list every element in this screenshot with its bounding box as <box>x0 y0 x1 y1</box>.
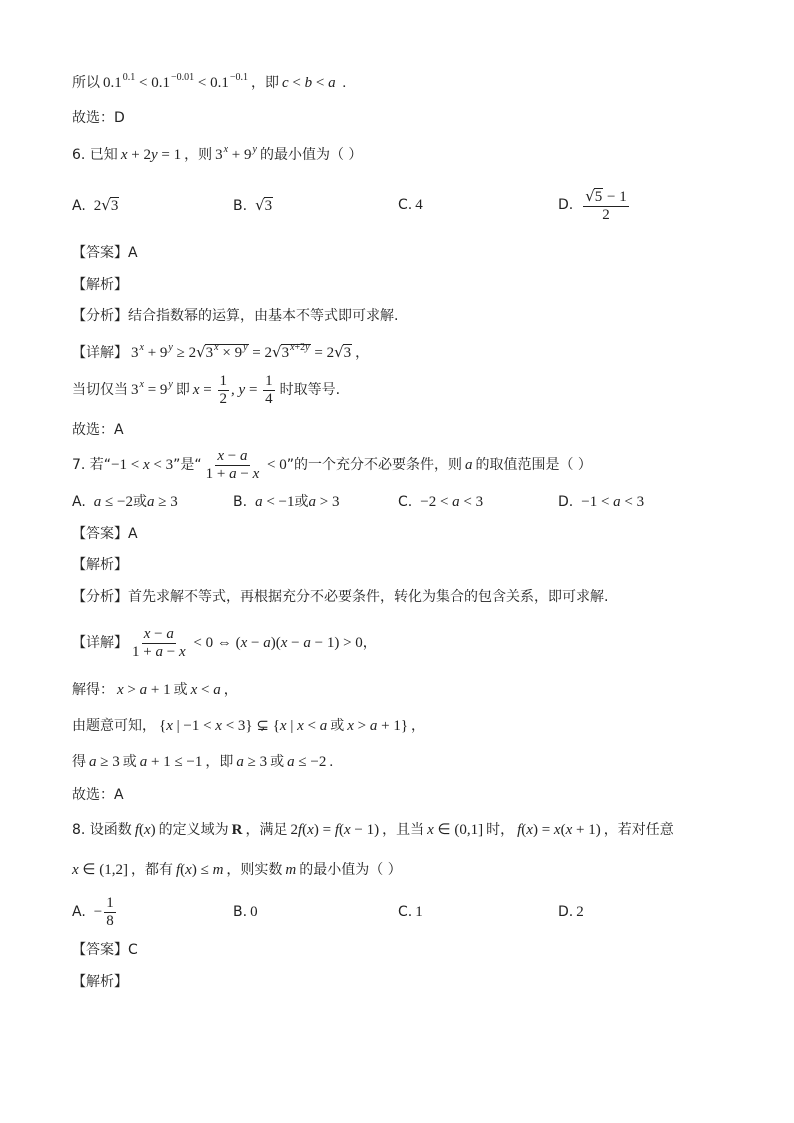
text-segment: ， <box>362 635 377 651</box>
math-exponent: y <box>168 379 173 390</box>
q6-detail <box>72 342 369 362</box>
text-segment: 或 <box>294 494 309 510</box>
q6-answer: 【答案】A <box>72 245 138 261</box>
math-exponent: y <box>252 144 257 155</box>
text-segment: 的最小值为（ ） <box>299 862 402 878</box>
math-exponent: x <box>139 342 144 353</box>
q6-analysis-heading: 【解析】 <box>72 277 128 293</box>
math-expression: f(x) ≤ m <box>175 862 224 878</box>
fraction <box>263 374 275 407</box>
math-base: + 9 <box>143 345 168 361</box>
q7-choice: 故选：A <box>72 787 124 803</box>
fraction <box>130 627 188 660</box>
option-label: B. <box>233 198 248 214</box>
q6-stem <box>72 145 362 165</box>
math-expression: −1 < a < 3 <box>581 494 645 510</box>
math-base: 3 <box>131 345 139 361</box>
sqrt-expression <box>272 342 311 361</box>
option-label: A. <box>72 494 86 510</box>
fraction <box>204 449 262 482</box>
q6-option-a <box>72 195 119 216</box>
q8-option-b <box>233 902 258 922</box>
q5-conclusion-line <box>72 73 346 93</box>
text-segment: 或 <box>122 754 137 770</box>
sqrt-expression <box>255 198 273 214</box>
q7-options <box>72 492 772 512</box>
q7-option-c <box>398 492 483 512</box>
math-expression: c < b < a <box>281 75 336 91</box>
fraction-denominator: 4 <box>265 390 273 407</box>
q7-detail <box>72 625 377 660</box>
q6-option-d <box>558 186 631 223</box>
math-exponent: x <box>223 144 229 155</box>
text-segment: 【详解】 <box>72 635 128 651</box>
math-expression: a ≤ −2 <box>287 754 327 770</box>
fraction-numerator: x − a <box>217 447 248 464</box>
math-expression: a ≥ 3 <box>146 494 178 510</box>
fraction <box>104 896 116 929</box>
math-base: + 9 <box>228 147 252 163</box>
math-expression: x + 2y = 1 <box>120 147 182 163</box>
radicand <box>205 344 249 361</box>
math-expression: x ∈ (1,2] <box>72 862 128 878</box>
math-sign: − <box>93 904 103 920</box>
text-segment: ，且当 <box>382 822 425 838</box>
fraction-numerator: 1 <box>265 372 273 389</box>
option-label: A. <box>72 198 86 214</box>
math-base: < 0.1 <box>135 75 170 91</box>
math-base: 3 <box>205 345 214 361</box>
math-base: × 9 <box>218 345 243 361</box>
math-expression: a ≥ 3 <box>89 754 120 770</box>
q7-subset-relation <box>72 716 425 736</box>
math-exponent: y <box>243 342 248 353</box>
text-segment: 7. 若“ <box>72 457 112 473</box>
math-base: 3 <box>215 147 223 163</box>
math-punctuation: . <box>329 754 334 770</box>
sqrt-expression <box>196 342 248 361</box>
text-segment: 或 <box>270 754 285 770</box>
option-value: 0 <box>250 904 258 920</box>
math-base: < 0.1 <box>194 75 229 91</box>
q6-equality-condition <box>72 372 341 407</box>
fraction-denominator: 8 <box>106 912 114 929</box>
math-expression: −2 < a < 3 <box>420 494 484 510</box>
option-label: B. <box>233 904 248 920</box>
fraction-numerator: 1 <box>106 894 114 911</box>
fraction-numerator: 1 <box>219 372 228 389</box>
text-segment: ， <box>411 718 426 734</box>
math-expression: ≥ 2 <box>172 345 197 361</box>
math-expression: a < −1 <box>255 494 295 510</box>
q7-answer: 【答案】A <box>72 526 138 542</box>
fraction-numerator: x − a <box>143 625 174 642</box>
math-coefficient: 2 <box>93 198 102 214</box>
text-segment: 或 <box>173 682 188 698</box>
math-expression: 2f(x) = f(x − 1) <box>290 822 380 838</box>
math-expression: x > a + 1} <box>347 718 409 734</box>
radicand: 3 <box>110 198 119 214</box>
math-expression: = 2 <box>310 345 335 361</box>
q6-choice: 故选：A <box>72 422 124 438</box>
q6-options <box>72 186 772 223</box>
math-expression: < 0 ⇔ (x − a)(x − a − 1) > 0 <box>189 635 363 651</box>
radicand: 5 <box>594 188 603 205</box>
q6-option-b <box>233 195 273 216</box>
math-base: 0.1 <box>103 75 122 91</box>
option-label: D. <box>558 197 574 213</box>
q8-analysis-heading: 【解析】 <box>72 974 128 990</box>
math-base: 3 <box>281 345 290 361</box>
text-segment: 8. 设函数 <box>72 822 132 838</box>
q6-analysis: 【分析】结合指数幂的运算，由基本不等式即可求解. <box>72 308 399 324</box>
q7-stem <box>72 447 592 482</box>
text-segment: 的最小值为（ ） <box>259 147 363 163</box>
q8-answer: 【答案】C <box>72 942 138 958</box>
math-expression: a ≤ −2 <box>93 494 133 510</box>
text-segment: 的取值范围是（ ） <box>475 457 592 473</box>
text-segment: ，则 <box>184 147 213 163</box>
text-segment: 的定义域为 <box>158 822 229 838</box>
math-expression: a ≥ 3 <box>236 754 268 770</box>
math-exponent: 0.1 <box>122 72 136 83</box>
math-expression: {x | −1 < x < 3} ⊊ {x | x < a <box>159 718 328 734</box>
q8-option-c <box>398 902 423 922</box>
math-expression: x > a + 1 <box>117 682 171 698</box>
text-segment: ，满足 <box>245 822 288 838</box>
math-exponent: −0.1 <box>229 72 248 83</box>
math-punctuation: . <box>338 75 347 91</box>
text-segment: 时取等号. <box>279 382 341 398</box>
q7-analysis: 【分析】首先求解不等式，再根据充分不必要条件，转化为集合的包含关系，即可求解. <box>72 589 609 605</box>
fraction-denominator: 2 <box>602 206 610 223</box>
q7-option-d <box>558 492 644 512</box>
sqrt-expression <box>101 198 119 214</box>
text-segment: 解得： <box>72 682 114 698</box>
text-segment: ，即 <box>205 754 234 770</box>
fraction <box>218 374 230 407</box>
text-segment: 或 <box>132 494 147 510</box>
math-exponent: x+2y <box>290 342 310 353</box>
sqrt-symbol: √ <box>272 343 282 361</box>
math-expression: x < a <box>190 682 221 698</box>
text-segment: 6. 已知 <box>72 147 118 163</box>
math-group <box>192 372 277 407</box>
math-expression: − 1 <box>603 188 627 205</box>
math-expression: a + 1 ≤ −1 <box>139 754 203 770</box>
math-group <box>131 342 352 361</box>
fraction-denominator: 1 + a − x <box>205 465 260 482</box>
sqrt-symbol: √ <box>196 343 206 361</box>
text-segment: ”是“ <box>173 457 202 473</box>
q8-stem-line-2 <box>72 860 402 880</box>
text-segment: 即 <box>175 382 190 398</box>
option-value: 2 <box>576 904 584 920</box>
text-segment: ， <box>223 682 238 698</box>
math-base: 3 <box>131 382 139 398</box>
math-expression: x = <box>192 382 216 398</box>
math-expression: f(x) = x(x + 1) <box>517 822 601 838</box>
text-segment: ，则实数 <box>226 862 283 878</box>
q7-analysis-heading: 【解析】 <box>72 557 128 573</box>
math-expression: −1 < x < 3 <box>111 457 174 473</box>
q8-stem-line-1 <box>72 820 674 840</box>
math-variable: m <box>285 862 297 878</box>
radicand: 3 <box>343 345 352 361</box>
q5-choice: 故选：D <box>72 110 125 126</box>
q7-option-a <box>72 492 178 512</box>
math-exponent: x <box>139 379 144 390</box>
text-segment: 时， <box>486 822 515 838</box>
math-exponent: x <box>214 342 219 353</box>
math-group <box>215 144 257 163</box>
sqrt-expression <box>334 345 352 361</box>
radicand: 3 <box>264 198 273 214</box>
q8-option-d <box>558 902 584 922</box>
text-segment: 当切仅当 <box>72 382 128 398</box>
radicand <box>281 344 311 361</box>
text-segment: ”的一个充分不必要条件，则 <box>286 457 462 473</box>
text-segment: 所以 <box>72 75 100 91</box>
math-expression: a > 3 <box>308 494 340 510</box>
math-base: = 9 <box>143 382 168 398</box>
math-expression: , y = <box>231 382 262 398</box>
text-segment: ，若对任意 <box>603 822 674 838</box>
math-group <box>103 72 248 91</box>
option-label: C. <box>398 197 413 213</box>
q8-options <box>72 894 772 929</box>
text-segment: 由题意可知， <box>72 718 156 734</box>
option-label: B. <box>233 494 248 510</box>
sqrt-symbol: √ <box>585 186 595 205</box>
text-segment: ， <box>355 345 370 361</box>
math-variable: a <box>464 457 473 473</box>
math-group <box>131 379 173 398</box>
text-segment: 【详解】 <box>72 345 128 361</box>
fraction-denominator: 1 + a − x <box>132 643 186 660</box>
real-numbers-symbol: R <box>231 822 243 838</box>
math-expression: x ∈ (0,1] <box>427 822 484 838</box>
q7-option-b <box>233 492 339 512</box>
fraction-numerator <box>583 188 629 207</box>
option-label: D. <box>558 904 574 920</box>
sqrt-symbol: √ <box>101 196 111 214</box>
sqrt-symbol: √ <box>334 343 344 361</box>
math-expression: f(x) <box>134 822 156 838</box>
option-value: 4 <box>415 197 423 213</box>
math-expression: = 2 <box>248 345 273 361</box>
option-value: 1 <box>415 904 423 920</box>
q7-range <box>72 752 333 772</box>
fraction <box>583 188 629 223</box>
option-label: D. <box>558 494 574 510</box>
text-segment: 得 <box>72 754 86 770</box>
q7-solve <box>72 680 238 700</box>
fraction-denominator: 2 <box>219 390 228 407</box>
math-exponent: y <box>168 342 173 353</box>
sqrt-symbol: √ <box>255 196 265 214</box>
text-segment: 或 <box>330 718 345 734</box>
q6-option-c <box>398 195 423 215</box>
option-label: C. <box>398 904 413 920</box>
text-segment: ，都有 <box>130 862 173 878</box>
math-exponent: −0.01 <box>170 72 195 83</box>
q8-option-a <box>72 894 118 929</box>
math-expression: < 0 <box>263 457 287 473</box>
sqrt-expression <box>585 186 603 205</box>
option-label: A. <box>72 904 86 920</box>
option-label: C. <box>398 494 413 510</box>
text-segment: ，即 <box>250 75 279 91</box>
